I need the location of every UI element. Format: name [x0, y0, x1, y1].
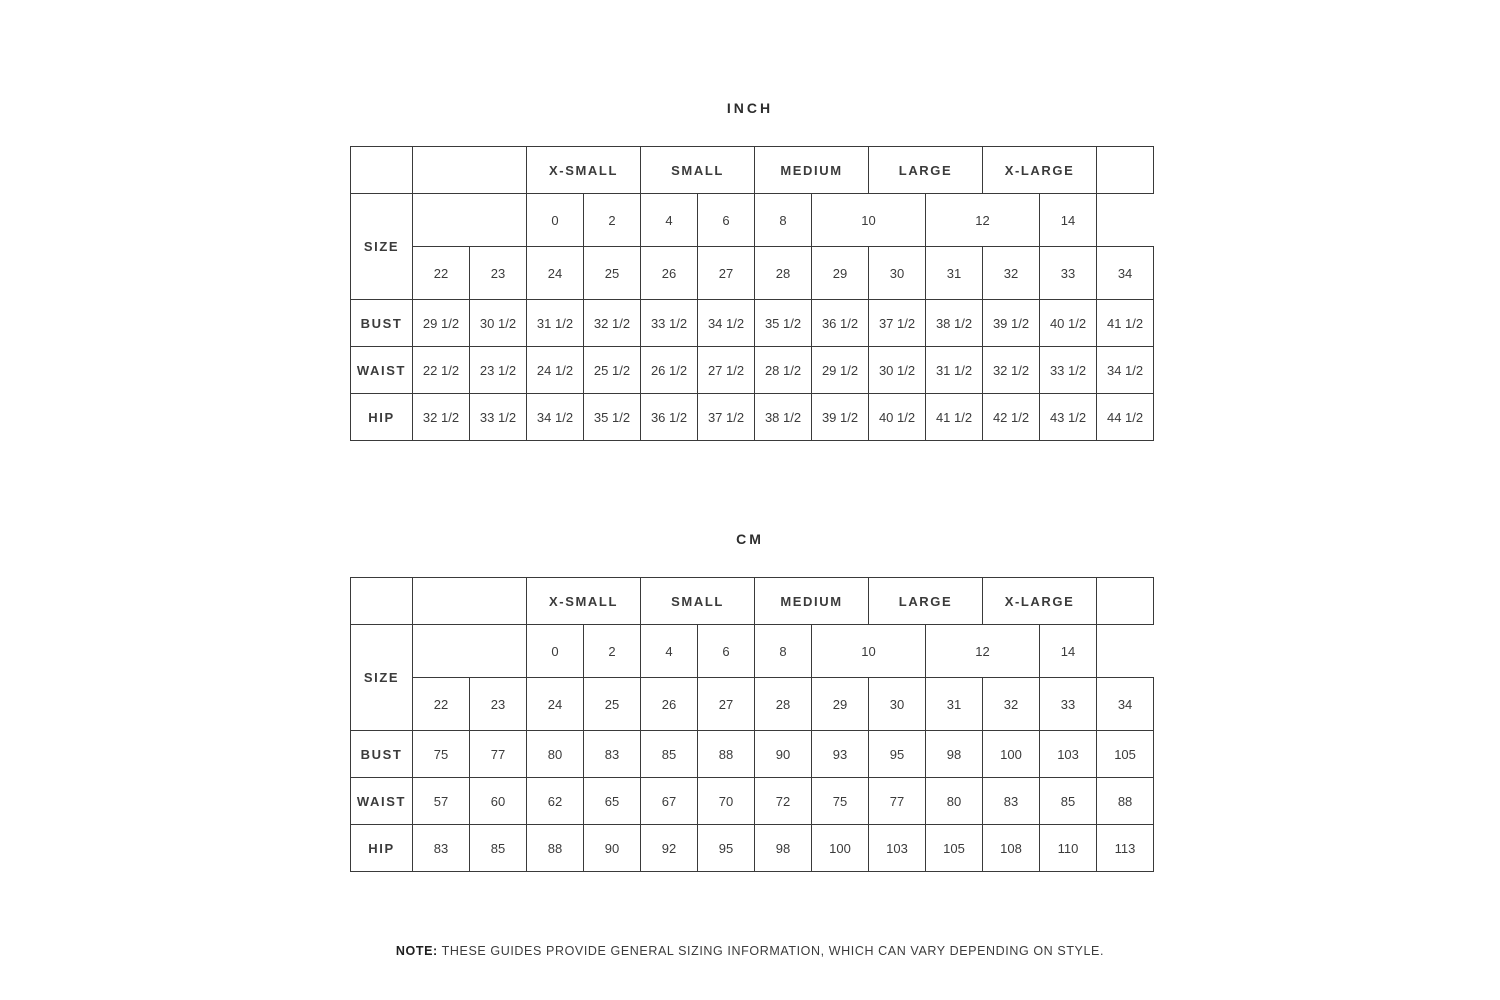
us-size-cell: 8	[755, 194, 812, 247]
table-row	[351, 625, 1154, 678]
inch-size-table	[350, 146, 1154, 441]
measurement-cell: 32 1/2	[983, 347, 1040, 394]
numeric-size-cell: 26	[641, 247, 698, 300]
footer-note	[0, 944, 1500, 958]
numeric-size-cell: 29	[812, 247, 869, 300]
measurement-cell: 95	[869, 731, 926, 778]
numeric-size-cell: 31	[926, 247, 983, 300]
measurement-cell: 113	[1097, 825, 1154, 872]
measurement-cell: 83	[983, 778, 1040, 825]
numeric-size-cell: 28	[755, 678, 812, 731]
table-row	[351, 147, 1154, 194]
measurement-cell: 90	[584, 825, 641, 872]
measurement-cell: 93	[812, 731, 869, 778]
measurement-cell: 90	[755, 731, 812, 778]
group-cell-empty-left	[413, 578, 527, 625]
group-cell-x-small: X-SMALL	[527, 147, 641, 194]
measurement-cell: 29 1/2	[413, 300, 470, 347]
us-size-cell: 6	[698, 625, 755, 678]
measurement-cell: 75	[812, 778, 869, 825]
measurement-cell: 40 1/2	[1040, 300, 1097, 347]
numeric-size-cell: 32	[983, 678, 1040, 731]
measurement-cell: 29 1/2	[812, 347, 869, 394]
numeric-size-cell: 24	[527, 678, 584, 731]
measurement-cell: 65	[584, 778, 641, 825]
group-cell-medium: MEDIUM	[755, 578, 869, 625]
measurement-cell: 40 1/2	[869, 394, 926, 441]
measurement-cell: 26 1/2	[641, 347, 698, 394]
measurement-cell: 98	[926, 731, 983, 778]
measurement-cell: 100	[983, 731, 1040, 778]
corner-cell	[351, 147, 413, 194]
numeric-size-cell: 27	[698, 247, 755, 300]
measurement-cell: 85	[470, 825, 527, 872]
measurement-cell: 62	[527, 778, 584, 825]
group-cell-empty-right	[1097, 147, 1154, 194]
numeric-size-cell: 26	[641, 678, 698, 731]
measurement-cell: 80	[926, 778, 983, 825]
measurement-cell: 33 1/2	[641, 300, 698, 347]
numeric-size-cell: 33	[1040, 678, 1097, 731]
us-size-cell: 2	[584, 194, 641, 247]
numeric-size-cell: 23	[470, 678, 527, 731]
measurement-cell: 31 1/2	[926, 347, 983, 394]
numeric-size-cell: 34	[1097, 247, 1154, 300]
measurement-cell: 22 1/2	[413, 347, 470, 394]
row-label-hip: HIP	[351, 825, 413, 872]
measurement-cell: 35 1/2	[755, 300, 812, 347]
between-tables-spacer-2	[0, 501, 1500, 531]
measurement-cell: 34 1/2	[698, 300, 755, 347]
row-label-size: SIZE	[351, 625, 413, 731]
row-label-bust: BUST	[351, 300, 413, 347]
numeric-size-cell: 27	[698, 678, 755, 731]
measurement-cell: 88	[527, 825, 584, 872]
measurement-cell: 36 1/2	[641, 394, 698, 441]
measurement-cell: 98	[755, 825, 812, 872]
corner-cell	[351, 578, 413, 625]
table-row	[351, 578, 1154, 625]
measurement-cell: 88	[698, 731, 755, 778]
title-gap-inch	[0, 116, 1500, 146]
measurement-cell: 44 1/2	[1097, 394, 1154, 441]
numeric-size-cell: 30	[869, 678, 926, 731]
group-cell-x-large: X-LARGE	[983, 578, 1097, 625]
measurement-cell: 25 1/2	[584, 347, 641, 394]
measurement-cell: 95	[698, 825, 755, 872]
measurement-cell: 70	[698, 778, 755, 825]
measurement-cell: 77	[470, 731, 527, 778]
cm-table-wrapper	[350, 577, 1150, 872]
numeric-size-cell: 25	[584, 678, 641, 731]
measurement-cell: 42 1/2	[983, 394, 1040, 441]
numeric-size-cell: 30	[869, 247, 926, 300]
measurement-cell: 33 1/2	[1040, 347, 1097, 394]
us-size-cell: 12	[926, 194, 1040, 247]
measurement-cell: 24 1/2	[527, 347, 584, 394]
us-size-cell: 12	[926, 625, 1040, 678]
table-row	[351, 731, 1154, 778]
measurement-cell: 32 1/2	[413, 394, 470, 441]
measurement-cell: 41 1/2	[926, 394, 983, 441]
numeric-size-cell: 22	[413, 247, 470, 300]
us-size-cell: 10	[812, 194, 926, 247]
measurement-cell: 77	[869, 778, 926, 825]
numeric-size-cell: 32	[983, 247, 1040, 300]
row-label-size: SIZE	[351, 194, 413, 300]
measurement-cell: 80	[527, 731, 584, 778]
group-cell-empty-left	[413, 147, 527, 194]
numeric-size-cell: 22	[413, 678, 470, 731]
us-size-cell: 0	[527, 625, 584, 678]
measurement-cell: 85	[1040, 778, 1097, 825]
measurement-cell: 30 1/2	[470, 300, 527, 347]
table-row	[351, 347, 1154, 394]
numeric-size-cell: 25	[584, 247, 641, 300]
between-tables-spacer	[0, 441, 1500, 501]
cm-size-table	[350, 577, 1154, 872]
measurement-cell: 23 1/2	[470, 347, 527, 394]
title-gap-cm	[0, 547, 1500, 577]
measurement-cell: 92	[641, 825, 698, 872]
group-cell-x-large: X-LARGE	[983, 147, 1097, 194]
measurement-cell: 39 1/2	[983, 300, 1040, 347]
numeric-size-cell: 23	[470, 247, 527, 300]
table-row	[351, 247, 1154, 300]
us-size-cell: 14	[1040, 625, 1097, 678]
group-cell-small: SMALL	[641, 578, 755, 625]
numeric-size-cell: 29	[812, 678, 869, 731]
us-size-cell: 10	[812, 625, 926, 678]
row-label-hip: HIP	[351, 394, 413, 441]
measurement-cell: 27 1/2	[698, 347, 755, 394]
measurement-cell: 103	[869, 825, 926, 872]
measurement-cell: 85	[641, 731, 698, 778]
table-row	[351, 194, 1154, 247]
us-size-cell: 2	[584, 625, 641, 678]
table-row	[351, 394, 1154, 441]
measurement-cell: 34 1/2	[1097, 347, 1154, 394]
measurement-cell: 75	[413, 731, 470, 778]
measurement-cell: 67	[641, 778, 698, 825]
us-size-cell: 8	[755, 625, 812, 678]
numeric-size-cell: 33	[1040, 247, 1097, 300]
measurement-cell: 41 1/2	[1097, 300, 1154, 347]
measurement-cell: 35 1/2	[584, 394, 641, 441]
measurement-cell: 108	[983, 825, 1040, 872]
note-prefix: NOTE:	[395, 944, 438, 958]
us-size-empty	[413, 194, 527, 247]
row-label-waist: WAIST	[351, 778, 413, 825]
group-cell-small: SMALL	[641, 147, 755, 194]
measurement-cell: 28 1/2	[755, 347, 812, 394]
row-label-waist: WAIST	[351, 347, 413, 394]
us-size-cell: 6	[698, 194, 755, 247]
us-size-cell: 14	[1040, 194, 1097, 247]
table-row	[351, 825, 1154, 872]
measurement-cell: 36 1/2	[812, 300, 869, 347]
group-cell-empty-right	[1097, 578, 1154, 625]
note-text: THESE GUIDES PROVIDE GENERAL SIZING INFORMATION, WHICH CAN VARY DEPENDING ON STYLE.	[437, 944, 1105, 958]
us-size-cell: 4	[641, 625, 698, 678]
row-label-bust: BUST	[351, 731, 413, 778]
measurement-cell: 60	[470, 778, 527, 825]
measurement-cell: 43 1/2	[1040, 394, 1097, 441]
measurement-cell: 72	[755, 778, 812, 825]
measurement-cell: 38 1/2	[755, 394, 812, 441]
measurement-cell: 105	[926, 825, 983, 872]
measurement-cell: 103	[1040, 731, 1097, 778]
table-row	[351, 678, 1154, 731]
numeric-size-cell: 31	[926, 678, 983, 731]
measurement-cell: 105	[1097, 731, 1154, 778]
numeric-size-cell: 24	[527, 247, 584, 300]
measurement-cell: 100	[812, 825, 869, 872]
group-cell-x-small: X-SMALL	[527, 578, 641, 625]
group-cell-large: LARGE	[869, 147, 983, 194]
us-size-cell: 4	[641, 194, 698, 247]
us-size-cell: 0	[527, 194, 584, 247]
measurement-cell: 32 1/2	[584, 300, 641, 347]
measurement-cell: 30 1/2	[869, 347, 926, 394]
measurement-cell: 37 1/2	[869, 300, 926, 347]
inch-table-title: INCH	[726, 100, 774, 116]
measurement-cell: 33 1/2	[470, 394, 527, 441]
measurement-cell: 83	[413, 825, 470, 872]
group-cell-large: LARGE	[869, 578, 983, 625]
measurement-cell: 83	[584, 731, 641, 778]
top-spacer	[0, 0, 1500, 100]
note-spacer	[0, 872, 1500, 944]
measurement-cell: 57	[413, 778, 470, 825]
measurement-cell: 38 1/2	[926, 300, 983, 347]
group-cell-medium: MEDIUM	[755, 147, 869, 194]
us-size-empty	[413, 625, 527, 678]
table-row	[351, 300, 1154, 347]
cm-table-title: CM	[736, 531, 764, 547]
table-row	[351, 778, 1154, 825]
numeric-size-cell: 28	[755, 247, 812, 300]
measurement-cell: 88	[1097, 778, 1154, 825]
measurement-cell: 37 1/2	[698, 394, 755, 441]
measurement-cell: 31 1/2	[527, 300, 584, 347]
inch-table-wrapper	[350, 146, 1150, 441]
numeric-size-cell: 34	[1097, 678, 1154, 731]
measurement-cell: 34 1/2	[527, 394, 584, 441]
measurement-cell: 39 1/2	[812, 394, 869, 441]
measurement-cell: 110	[1040, 825, 1097, 872]
